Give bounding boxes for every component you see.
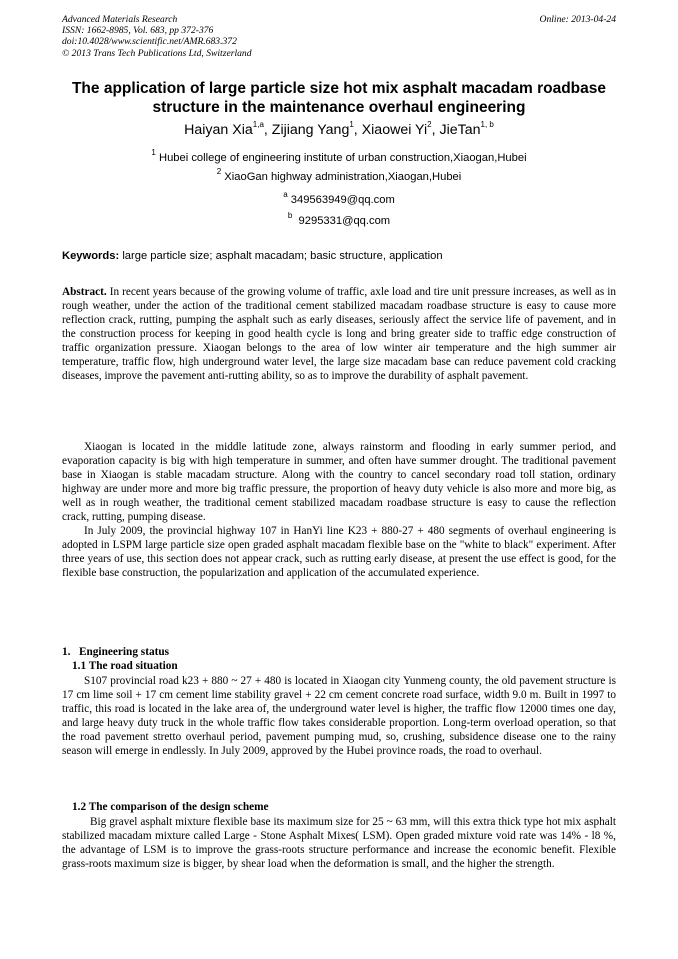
email-b: $^b$ 9295331@qq.com <box>287 211 391 227</box>
author-list <box>40 121 638 139</box>
author: Haiyan Xia$^{1,a}$, <box>184 120 272 138</box>
paper-title <box>40 80 638 117</box>
keywords-text: large particle size; asphalt macadam; basic structure, application <box>122 250 443 262</box>
abstract-label: Abstract. <box>62 286 107 298</box>
author: Xiaowei Yi$^2$, <box>361 120 440 138</box>
design-paragraph: Big gravel asphalt mixture flexible base its maximum size for 25 ~ 63 mm, will this extra thick type hot mix asphalt stabilized macadam mixture called Large - Stone Asphalt Mixes( LSM). Open graded mixture void rate was 14% - l8 %, the advantage of LSM is to improve the grass-roots structure performance and increase the economic benefit. Flexible grass-roots maximum size is bigger, by shear load when the deformation is small, and the higher the strength. <box>62 816 616 871</box>
abstract-text: In recent years because of the growing volume of traffic, axle load and tire unit pressure increases, as well as in rough weather, under the action of the traditional cement stabilized macadam roadbase structure is easy to cause more reflection crack, rutting, pumping the asphalt such as early diseases, seriously affect the service life of pavement, and in the construction process for keeping in good health cycle is long and bring greater side to traffic edge construction of traffic organization pressure. Xiaogan belongs to the area of low winter air temperature and the high summer air temperature, traffic flow, high underground water level, the large size macadam base can reduce pavement cold cracking diseases, improve the pavement anti-rutting ability, so as to improve the durability of asphalt pavement. <box>62 286 617 383</box>
section-1-1-heading: 1.1 The road situation <box>72 660 178 672</box>
road-paragraph: S107 provincial road k23 + 880 ~ 27 + 480 is located in Xiaogan city Yunmeng county, the old pavement structure is 17 cm lime soil + 17 cm cement lime stability gravel + 22 cm cement concrete road surface, width 9.0 m. Built in 1997 to traffic, this road is located in the lake area of, the underground water level is higher, the traffic flow 12000 times one day, and large heavy duty truck in the whole traffic flow takes considerable proportion. Long-term overload operation, so that the road pavement stretto overhaul period, pavement pumping mud, so, crushing, subsidence disease one to the rainy season will emerge in endlessly. In July 2009, approved by the Hubei province roads, the road to overhaul. <box>62 675 616 758</box>
journal-name: Advanced Materials Research <box>62 14 178 25</box>
issn-line: ISSN: 1662-8985, Vol. 683, pp 372-376 <box>62 25 214 37</box>
keywords <box>62 249 618 263</box>
design-comparison <box>62 815 616 871</box>
journal-header <box>62 14 252 59</box>
intro-paragraph-1: Xiaogan is located in the middle latitude zone, always rainstorm and flooding in early summer period, and evaporation capacity is big with high temperature in summer, and often have summer drought. The traditional pavement base in Xiaogan is stable macadam structure. Along with the country to cancel secondary road toll station, ordinary highway are under more and more big traffic pressure, the proportion of heavy duty vehicle is also more and more big, as well as in rough weather, the traditional cement stabilized macadam roadbase structure is easy to cause the reflection crack, rutting, pumping disease. <box>62 441 616 524</box>
intro-paragraph-2: In July 2009, the provincial highway 107 in HanYi line K23 + 880-27 + 480 segments of overhaul engineering is adopted in LSPM large particle size open graded asphalt macadam flexible base on the "white to black" experiment. After three years of use, this section does not appear crack, such as rutting early disease, at present the use effect is good, for the flexible base construction, the popularization and application of the accumulated experience. <box>62 525 616 580</box>
section-1-2-heading: 1.2 The comparison of the design scheme <box>72 801 269 813</box>
author: JieTan$^{1, b}$ <box>439 120 494 138</box>
road-situation <box>62 674 616 758</box>
affiliation-1: $^1$ Hubei college of engineering institute of urban construction,Xiaogan,Hubei <box>151 148 527 164</box>
doi-line: doi:10.4028/www.scientific.net/AMR.683.372 <box>62 36 237 48</box>
online-date: Online: 2013-04-24 <box>539 14 616 25</box>
abstract <box>62 285 616 383</box>
author: Zijiang Yang$^1$, <box>271 120 362 138</box>
title-line-1: The application of large particle size hot mix asphalt macadam roadbase <box>71 80 607 97</box>
email-a: $^a$ 349563949@qq.com <box>283 190 395 206</box>
keywords-label: Keywords: <box>62 250 120 262</box>
introduction <box>62 440 616 580</box>
copyright-line: © 2013 Trans Tech Publications Ltd, Switzerland <box>62 47 252 59</box>
section-1-heading: 1. Engineering status <box>62 646 170 658</box>
title-line-2: structure in the maintenance overhaul engineering <box>152 98 526 116</box>
affiliation-2: $^2$ XiaoGan highway administration,Xiaogan,Hubei <box>216 167 462 183</box>
